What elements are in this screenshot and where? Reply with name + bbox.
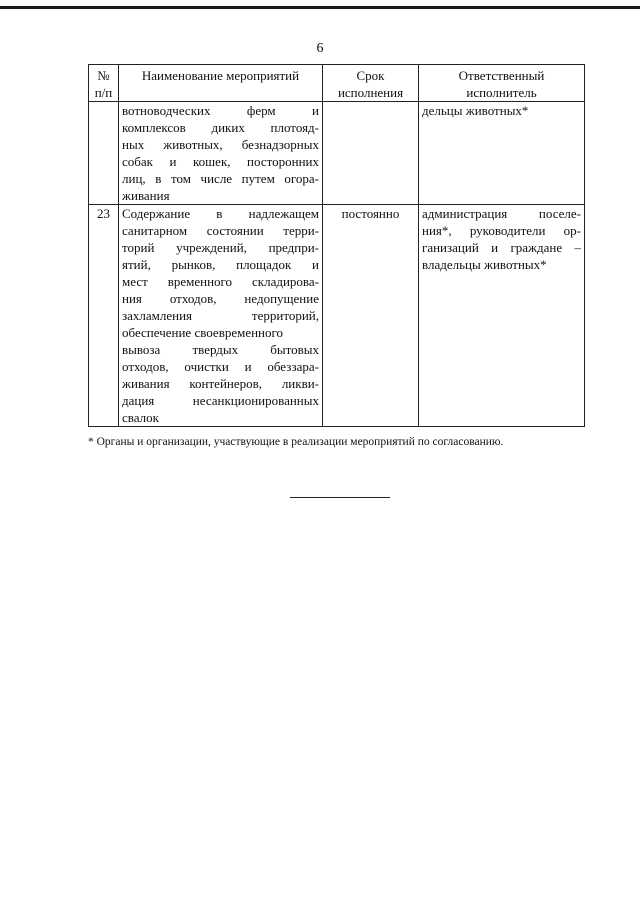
row-number: 23 — [89, 205, 119, 427]
header-activity-name: Наименование мероприятий — [119, 65, 323, 102]
header-number: № п/п — [89, 65, 119, 102]
activity-line: вотноводческих ферм и — [122, 103, 319, 118]
top-border-line — [0, 6, 640, 9]
activity-name-cell — [119, 102, 323, 205]
activity-line: собак и кошек, посторонних — [122, 154, 319, 169]
activity-line: ятий, рынков, площадок и — [122, 257, 319, 272]
table-row — [89, 102, 585, 205]
activity-line: мест временного складирова- — [122, 274, 319, 289]
responsible-cell — [419, 205, 585, 427]
activity-line: свалок — [122, 410, 159, 425]
activity-line: ния отходов, недопущение — [122, 291, 319, 306]
table-row — [89, 205, 585, 427]
header-term: Срок исполнения — [323, 65, 419, 102]
activity-line: торий учреждений, предпри- — [122, 240, 319, 255]
responsible-line: администрация поселе- — [422, 206, 581, 221]
activity-line: ных животных, безнадзорных — [122, 137, 319, 152]
footnote: * Органы и организации, участвующие в реализации мероприятий по согласованию. — [88, 436, 504, 448]
activity-line: живания контейнеров, ликви- — [122, 376, 319, 391]
responsible-line: дельцы животных* — [422, 103, 529, 118]
activity-line: отходов, очистки и обеззара- — [122, 359, 319, 374]
responsible-line: ганизаций и граждане – — [422, 240, 581, 255]
activity-name-cell — [119, 205, 323, 427]
end-divider-line — [290, 497, 390, 498]
header-responsible: Ответственный исполнитель — [419, 65, 585, 102]
term-cell: постоянно — [323, 205, 419, 427]
term-cell — [323, 102, 419, 205]
activity-line: обеспечение своевременного — [122, 325, 284, 340]
table-header-row — [89, 65, 585, 102]
row-number — [89, 102, 119, 205]
activity-line: вывоза твердых бытовых — [122, 342, 319, 357]
activity-line: живания — [122, 188, 170, 203]
activities-table — [88, 64, 585, 427]
activity-line: захламления территорий, — [122, 308, 319, 323]
activity-line: дация несанкционированных — [122, 393, 319, 408]
responsible-line: ния*, руководители ор- — [422, 223, 581, 238]
responsible-line: владельцы животных* — [422, 257, 547, 272]
responsible-cell — [419, 102, 585, 205]
activity-line: комплексов диких плотояд- — [122, 120, 319, 135]
activity-line: Содержание в надлежащем — [122, 206, 319, 221]
activity-line: лиц, в том числе путем огора- — [122, 171, 319, 186]
page-number: 6 — [316, 41, 324, 56]
activity-line: санитарном состоянии терри- — [122, 223, 319, 238]
